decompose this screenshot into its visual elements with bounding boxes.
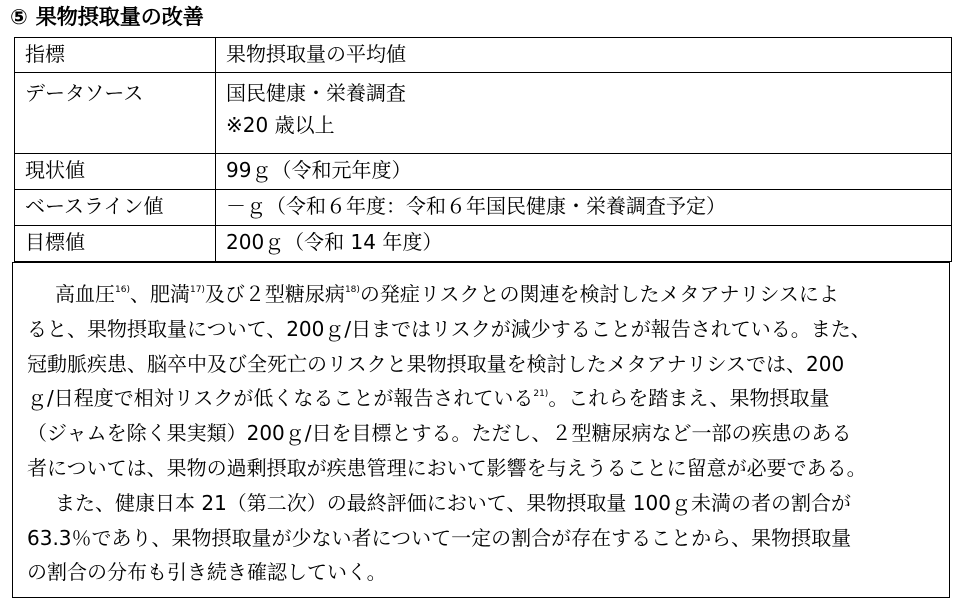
row-value-note: ※20 歳以上 <box>226 113 335 137</box>
row-value-line: 200ｇ（令和 14 年度） <box>226 230 443 254</box>
section-number: ⑤ <box>10 5 28 29</box>
table-row-target <box>15 226 952 262</box>
row-value-line: －ｇ（令和６年度：令和６年国民健康・栄養調査予定） <box>226 194 726 218</box>
text-line: 冠動脈疾患、脳卒中及び全死亡のリスクと果物摂取量を検討したメタアナリシスでは、200 <box>27 351 845 376</box>
row-value-line: 99ｇ（令和元年度） <box>226 158 412 182</box>
text-line: 63.3％であり、果物摂取量が少ない者について一定の割合が存在することから、果物摂取量 <box>27 525 852 550</box>
row-value <box>216 226 952 262</box>
table-row-baseline <box>15 190 952 226</box>
row-label: データソース <box>15 73 216 154</box>
citation-ref: 18) <box>344 285 360 295</box>
row-value-line: 国民健康・栄養調査 <box>226 81 406 105</box>
table-row-data-source <box>15 73 952 154</box>
text-line: 者については、果物の過剰摂取が疾患管理において影響を与えうることに留意が必要である。 <box>27 455 867 480</box>
indicator-table <box>14 37 952 262</box>
row-label: 目標値 <box>15 226 216 262</box>
text-line: ｇ/日程度で相対リスクが低くなることが報告されている$^{21)}$。これらを踏まえ、果物摂取量 <box>27 386 830 411</box>
table-row-indicator <box>15 38 952 73</box>
table-row-current-value <box>15 154 952 190</box>
row-label: 指標 <box>15 38 216 73</box>
citation-ref: 17) <box>189 285 205 295</box>
section-title: 果物摂取量の改善 <box>35 5 204 29</box>
text-line: ると、果物摂取量について、200ｇ/日まではリスクが減少することが報告されている。また、 <box>27 316 871 341</box>
text-line: 高血圧$^{16)}$、肥満$^{17)}$及び２型糖尿病$^{18)}$の発症リスクとの関連を検討したメタアナリシスによ <box>55 282 839 306</box>
citation-ref: 16) <box>115 285 130 295</box>
row-label: 現状値 <box>15 154 216 190</box>
text-line: また、健康日本 21（第二次）の最終評価において、果物摂取量 100ｇ未満の者の割合が <box>55 490 851 515</box>
citation-ref: 21) <box>533 389 549 400</box>
explanation-box <box>12 262 950 598</box>
section-heading <box>10 2 204 32</box>
text-line: （ジャムを除く果実類）200ｇ/日を目標とする。ただし、２型糖尿病など一部の疾患のある <box>27 421 852 446</box>
row-value-line: 果物摂取量の平均値 <box>226 42 406 66</box>
text-line: の割合の分布も引き続き確認していく。 <box>27 560 387 585</box>
row-value <box>216 190 952 226</box>
row-label: ベースライン値 <box>15 190 216 226</box>
row-value <box>216 154 952 190</box>
row-value <box>216 38 952 73</box>
row-value <box>216 73 952 154</box>
